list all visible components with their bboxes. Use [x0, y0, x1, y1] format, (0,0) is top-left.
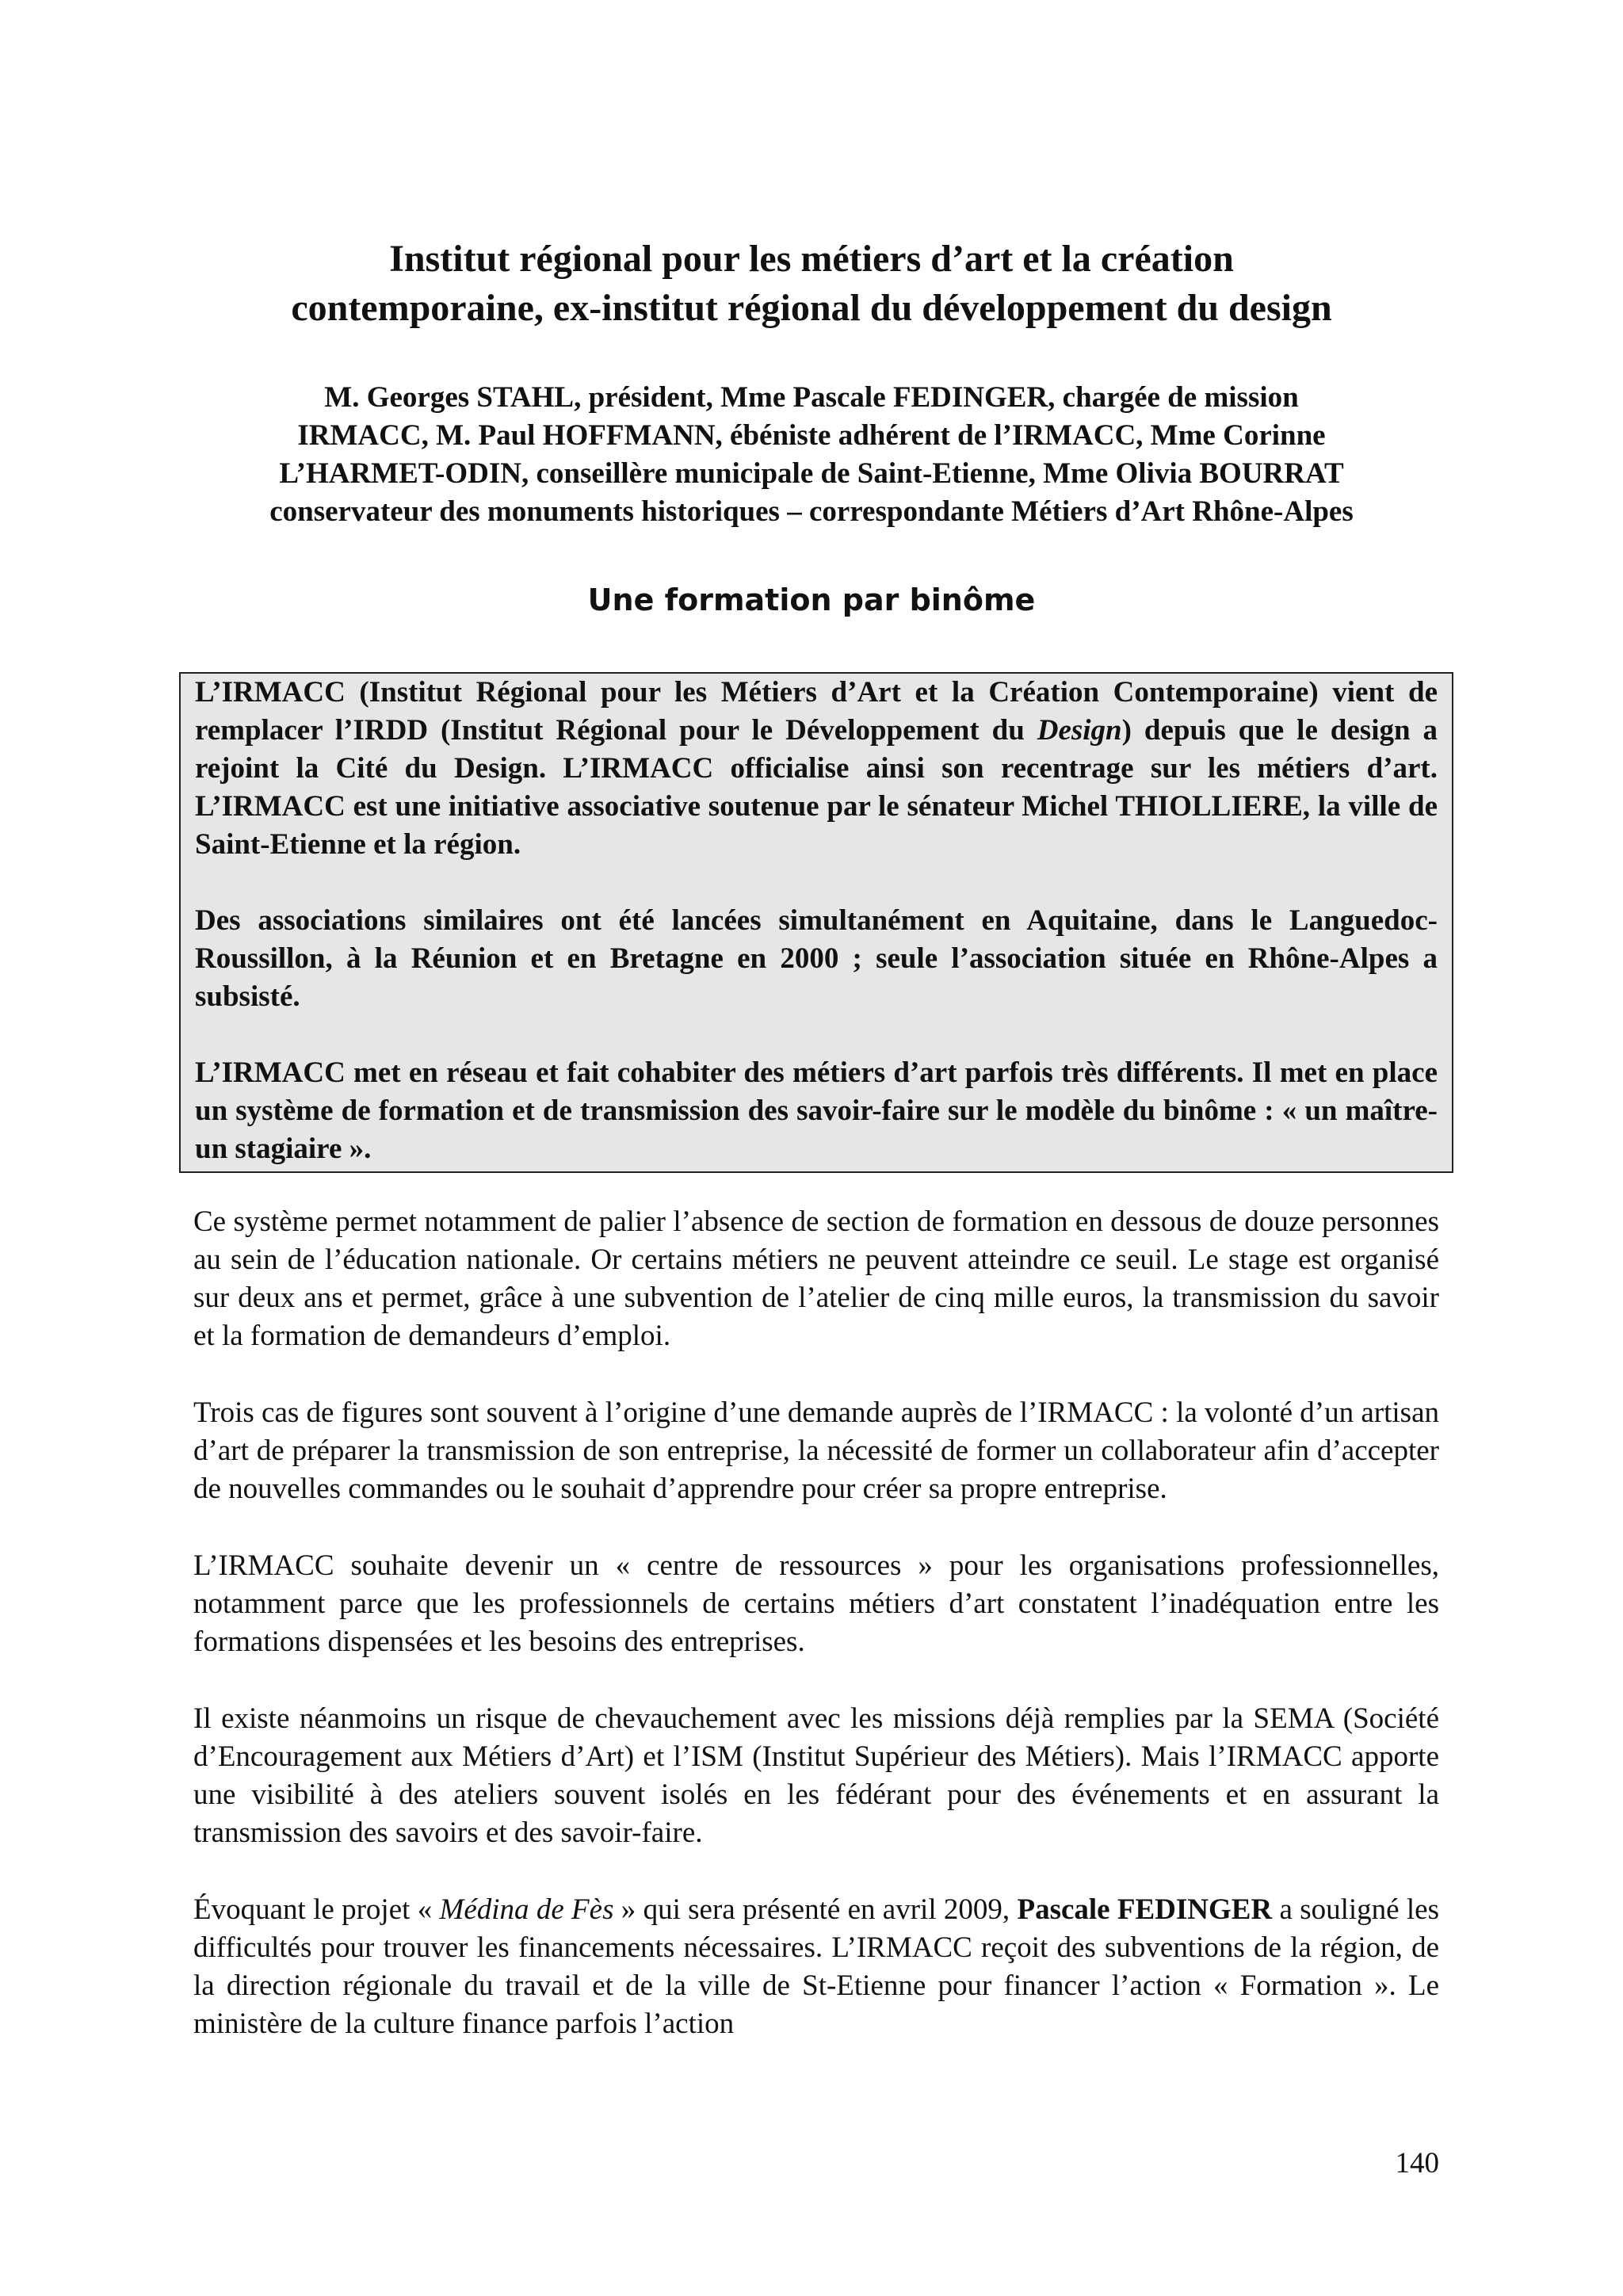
page-number: 140 — [1395, 2147, 1439, 2179]
summary-text: ) depuis que le design a rejoint la Cité du Design. L’IRMACC officialise ainsi son recentrage sur les métiers d’art. L’IRMACC est une initiative associative soutenue par le sénateur Michel THIOLLIERE, la ville de Saint-Etienne et la région. — [195, 714, 1438, 861]
body-text-run: Évoquant le projet « — [193, 1893, 440, 1926]
summary-italic-text: Design — [1037, 714, 1122, 747]
speakers-line: IRMACC, M. Paul HOFFMANN, ébéniste adhérent de l’IRMACC, Mme Corinne — [297, 419, 1326, 452]
body-bold-text: Pascale FEDINGER — [1017, 1893, 1273, 1926]
speakers-list — [158, 379, 1465, 531]
body-paragraph: L’IRMACC souhaite devenir un « centre de ressources » pour les organisations professionnelles, notamment parce que les professionnels de certains métiers d’art constatent l’inadéquation entre les formations dispensées et les besoins des entreprises. — [193, 1549, 1439, 1658]
summary-paragraph: L’IRMACC met en réseau et fait cohabiter des métiers d’art parfois très différents. Il met en place un système de formation et de transmission des savoir-faire sur le modèle du binôme : « un maître-un stagiaire ». — [195, 1056, 1438, 1165]
summary-text: L’IRMACC (Institut Régional pour les Métiers d’Art et la Création Contemporaine) vient de remplacer l’IRDD (Institut Régional pour le Développement du — [195, 676, 1438, 747]
summary-box — [179, 672, 1453, 1173]
body-paragraph: Trois cas de figures sont souvent à l’origine d’une demande auprès de l’IRMACC : la volonté d’un artisan d’art de préparer la transmission de son entreprise, la nécessité de former un collaborateur afin d’accepter de nouvelles commandes ou le souhait d’apprendre pour créer sa propre entreprise. — [193, 1396, 1439, 1505]
title-line: contemporaine, ex-institut régional du développement du design — [291, 287, 1332, 329]
body-text-run: a souligné les difficultés pour trouver les financements nécessaires. L’IRMACC reçoit des subventions de la région, de la direction régionale du travail et de la ville de St-Etienne pour financer l’action « Formation ». Le ministère de la culture finance parfois l’action — [193, 1893, 1440, 2040]
document-title — [143, 235, 1480, 333]
speakers-line: conservateur des monuments historiques – correspondante Métiers d’Art Rhône-Alpes — [269, 495, 1354, 528]
body-text — [193, 1203, 1439, 2043]
body-paragraph — [193, 1891, 1439, 2043]
body-paragraph: Il existe néanmoins un risque de chevauchement avec les missions déjà remplies par la SEMA (Société d’Encouragement aux Métiers d’Art) et l’ISM (Institut Supérieur des Métiers). Mais l’IRMACC apporte une visibilité à des ateliers souvent isolés en les fédérant pour des événements et en assurant la transmission des savoirs et des savoir-faire. — [193, 1702, 1439, 1849]
title-line: Institut régional pour les métiers d’art et la création — [389, 238, 1234, 280]
body-italic-text: Médina de Fès — [439, 1893, 614, 1926]
summary-paragraph: Des associations similaires ont été lancées simultanément en Aquitaine, dans le Languedoc-Roussillon, à la Réunion et en Bretagne en 2000 ; seule l’association située en Rhône-Alpes a subsisté. — [195, 904, 1438, 1013]
speakers-line: M. Georges STAHL, président, Mme Pascale FEDINGER, chargée de mission — [324, 381, 1299, 414]
body-paragraph: Ce système permet notamment de palier l’absence de section de formation en dessous de douze personnes au sein de l’éducation nationale. Or certains métiers ne peuvent atteindre ce seuil. Le stage est organisé sur deux ans et permet, grâce à une subvention de l’atelier de cinq mille euros, la transmission du savoir et la formation de demandeurs d’emploi. — [193, 1205, 1439, 1352]
summary-paragraph — [195, 674, 1438, 864]
section-subtitle: Une formation par binôme — [587, 583, 1036, 617]
body-text-run: » qui sera présenté en avril 2009, — [613, 1893, 1018, 1926]
speakers-line: L’HARMET-ODIN, conseillère municipale de Saint-Etienne, Mme Olivia BOURRAT — [279, 457, 1344, 490]
